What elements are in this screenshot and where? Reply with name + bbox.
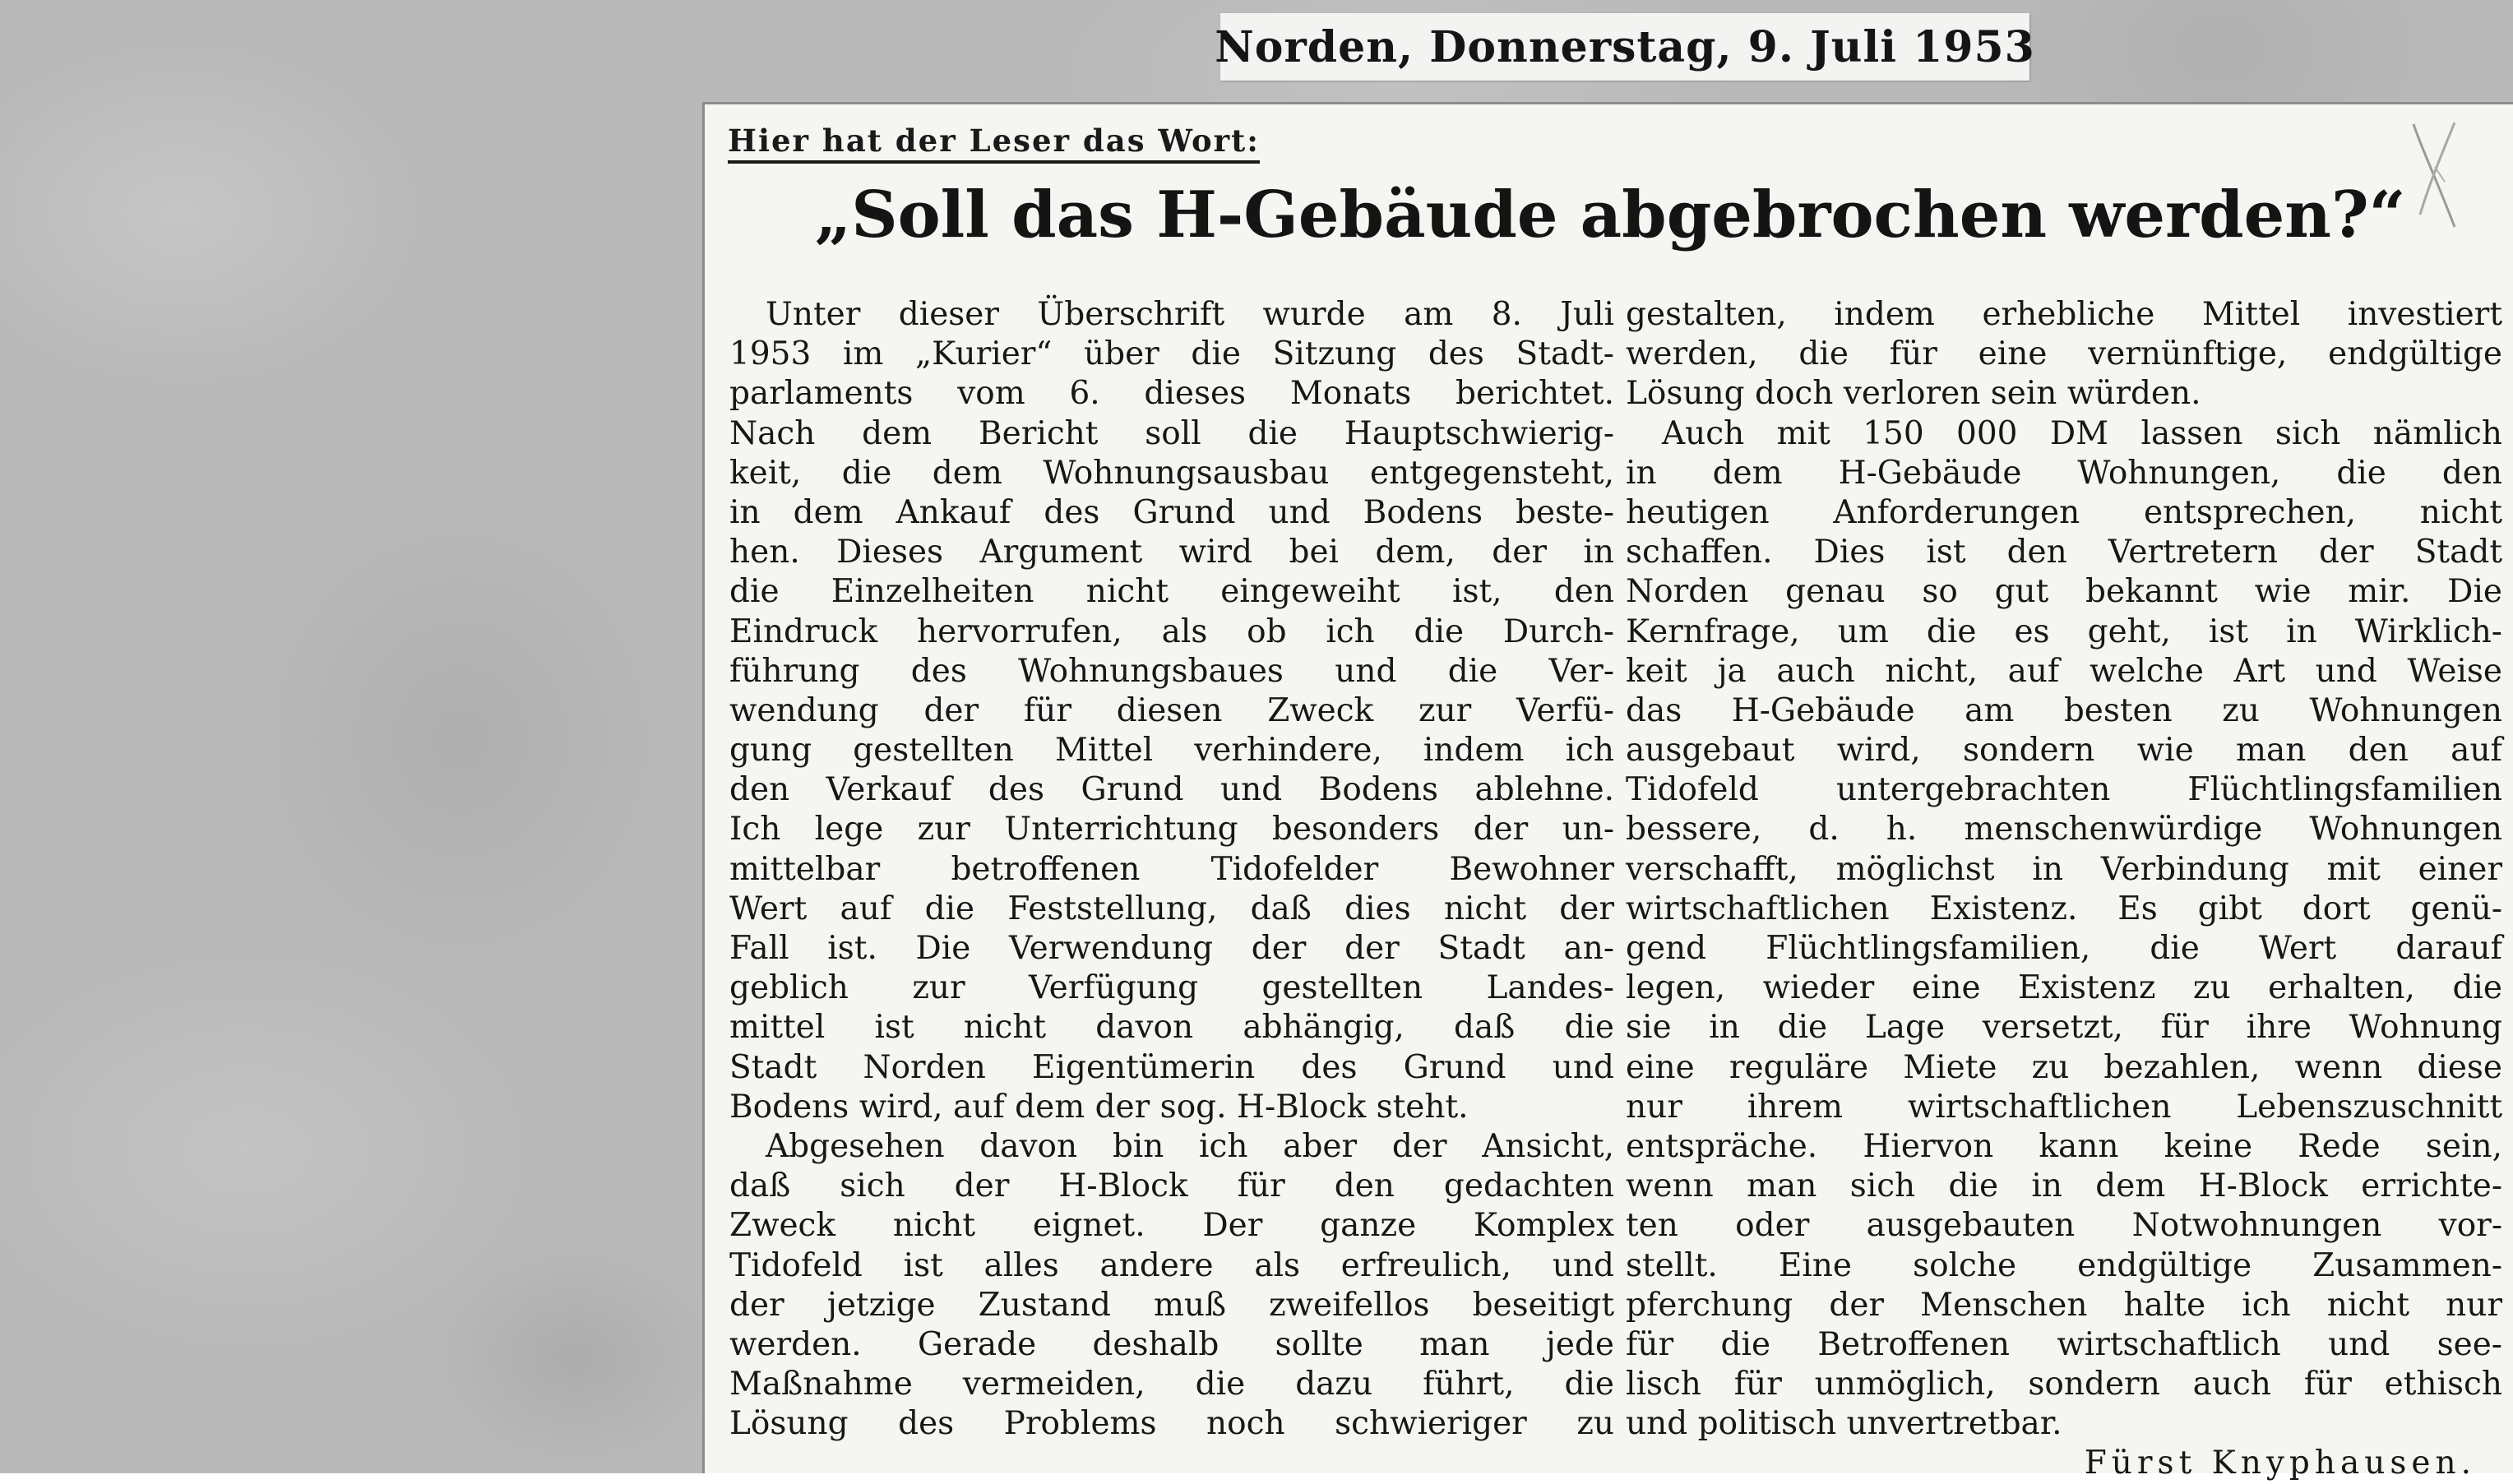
text-line: ausgebaut wird, sondern wie man den auf [1626,732,2502,770]
text-line: bessere, d. h. menschenwürdige Wohnungen [1626,811,2502,848]
text-line: parlaments vom 6. dieses Monats berichtet. [729,375,1614,413]
text-line: entspräche. Hiervon kann keine Rede sein, [1626,1127,2502,1165]
text-line: gung gestellten Mittel verhindere, indem ich [729,732,1614,770]
text-line: Norden genau so gut bekannt wie mir. Die [1626,573,2502,611]
text-line: Stadt Norden Eigentümerin des Grund und [729,1048,1614,1086]
text-line: sie in die Lage versetzt, für ihre Wohnung [1626,1009,2502,1047]
text-line: wirtschaftlichen Existenz. Es gibt dort genü- [1626,890,2502,927]
text-line: der jetzige Zustand muß zweifellos beseitigt [729,1286,1614,1324]
text-line: lisch für unmöglich, sondern auch für ethisch [1626,1366,2502,1403]
text-line: ten oder ausgebauten Notwohnungen vor- [1626,1207,2502,1245]
text-line: und politisch unvertretbar. [1626,1405,2062,1443]
dateline-text: Norden, Donnerstag, 9. Juli 1953 [1215,21,2035,72]
text-line: Eindruck hervorrufen, als ob ich die Durch- [729,613,1614,650]
text-line: Kernfrage, um die es geht, ist in Wirklich- [1626,613,2502,650]
text-line: keit ja auch nicht, auf welche Art und Weise [1626,652,2502,690]
text-line: Wert auf die Feststellung, daß dies nicht der [729,890,1614,927]
text-line: mittelbar betroffenen Tidofelder Bewohner [729,850,1614,888]
text-line: schaffen. Dies ist den Vertretern der Stadt [1626,534,2502,571]
text-line: werden. Gerade deshalb sollte man jede [729,1325,1614,1363]
text-line: daß sich der H-Block für den gedachten [729,1167,1614,1205]
text-line: Tidofeld untergebrachten Flüchtlingsfamilien [1626,771,2502,809]
text-line: Lösung doch verloren sein würden. [1626,375,2201,413]
article-column-right [1626,295,2502,1484]
article-column-left [729,295,1614,1444]
text-line: heutigen Anforderungen entsprechen, nicht [1626,493,2502,531]
text-line: in dem Ankauf des Grund und Bodens beste- [729,493,1614,531]
text-line: pferchung der Menschen halte ich nicht nur [1626,1286,2502,1324]
text-line: führung des Wohnungsbaues und die Ver- [729,652,1614,690]
author-signature: Fürst Knyphausen. [2084,1445,2476,1482]
text-line: Bodens wird, auf dem der sog. H-Block steht. [729,1088,1469,1126]
text-line: Unter dieser Überschrift wurde am 8. Juli [766,296,1614,333]
text-line: gestalten, indem erhebliche Mittel investiert [1626,296,2502,333]
text-line: den Verkauf des Grund und Bodens ablehne. [729,771,1614,809]
kicker-wrap [728,123,1260,164]
text-line: geblich zur Verfügung gestellten Landes- [729,969,1614,1007]
text-line: hen. Dieses Argument wird bei dem, der in [729,534,1614,571]
article-headline: „Soll das H-Gebäude abgebrochen werden?“ [814,178,2406,252]
article-clipping [702,102,2513,1482]
kicker-heading: Hier hat der Leser das Wort: [728,123,1260,164]
text-line: eine reguläre Miete zu bezahlen, wenn diese [1626,1048,2502,1086]
text-line: Abgesehen davon bin ich aber der Ansicht, [766,1127,1614,1165]
text-line: die Einzelheiten nicht eingeweiht ist, den [729,573,1614,611]
text-line: Lösung des Problems noch schwieriger zu [729,1405,1614,1443]
text-line: 1953 im „Kurier“ über die Sitzung des Stadt- [729,335,1614,373]
text-line: Nach dem Bericht soll die Hauptschwierig- [729,414,1614,452]
text-line: keit, die dem Wohnungsausbau entgegensteht, [729,454,1614,492]
text-line: legen, wieder eine Existenz zu erhalten, die [1626,969,2502,1007]
text-line: Maßnahme vermeiden, die dazu führt, die [729,1366,1614,1403]
text-line: Zweck nicht eignet. Der ganze Komplex [729,1207,1614,1245]
text-line: wenn man sich die in dem H-Block errichte- [1626,1167,2502,1205]
text-line: werden, die für eine vernünftige, endgültige [1626,335,2502,373]
text-line: Tidofeld ist alles andere als erfreulich, und [729,1246,1614,1284]
text-line: wendung der für diesen Zweck zur Verfü- [729,691,1614,729]
dateline-clipping [1215,13,2035,81]
text-line: Ich lege zur Unterrichtung besonders der un- [729,811,1614,848]
text-line: Fall ist. Die Verwendung der der Stadt an- [729,930,1614,967]
text-line: Auch mit 150 000 DM lassen sich nämlich [1662,414,2502,452]
text-line: das H-Gebäude am besten zu Wohnungen [1626,691,2502,729]
text-line: mittel ist nicht davon abhängig, daß die [729,1009,1614,1047]
text-line: nur ihrem wirtschaftlichen Lebenszuschnitt [1626,1088,2502,1126]
text-line: gend Flüchtlingsfamilien, die Wert darauf [1626,930,2502,967]
text-line: in dem H-Gebäude Wohnungen, die den [1626,454,2502,492]
text-line: verschafft, möglichst in Verbindung mit einer [1626,850,2502,888]
text-line: für die Betroffenen wirtschaftlich und see- [1626,1325,2502,1363]
text-line: stellt. Eine solche endgültige Zusammen- [1626,1246,2502,1284]
